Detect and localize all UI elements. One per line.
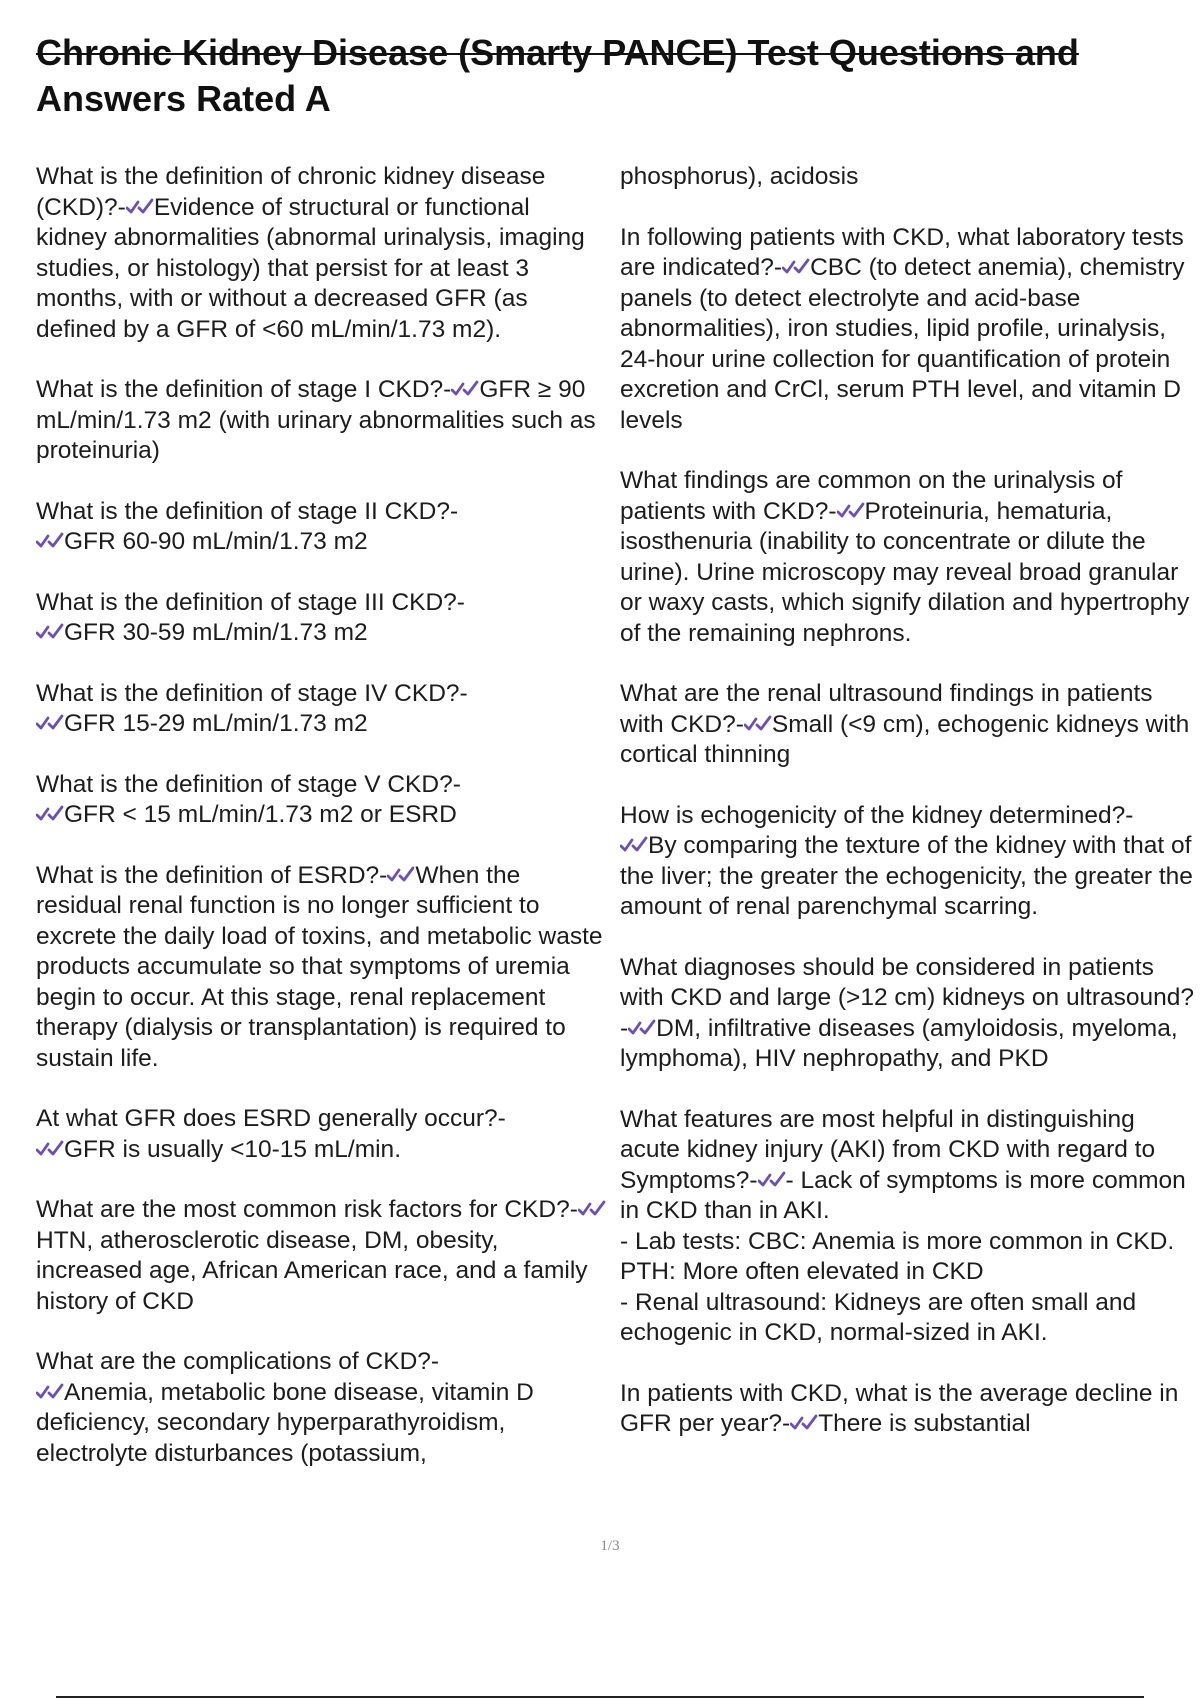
answer-text: There is substantial xyxy=(818,1410,1031,1437)
answer-text: GFR ≥ 90 mL/min/1.73 m2 (with urinary abnormalities such as proteinuria) xyxy=(36,376,596,464)
checkmark-icon xyxy=(36,803,64,825)
checkmark-icon xyxy=(36,621,64,643)
answer-text: GFR < 15 mL/min/1.73 m2 or ESRD xyxy=(64,801,457,828)
checkmark-icon xyxy=(837,500,865,522)
question-text: What are the complications of CKD?- xyxy=(36,1348,440,1375)
question-text: What is the definition of stage IV CKD?- xyxy=(36,679,468,707)
answer-text: DM, infiltrative diseases (amyloidosis, myeloma, lymphoma), HIV nephropathy, and PKD xyxy=(620,1014,1178,1072)
question-text: What are the most common risk factors for CKD?- xyxy=(36,1196,578,1223)
qa-item xyxy=(36,162,606,345)
qa-item xyxy=(36,1104,606,1165)
qa-item xyxy=(36,588,606,649)
question-text: What is the definition of chronic kidney disease (CKD)?- xyxy=(36,163,546,221)
question-text: What diagnoses should be considered in patients with CKD and large (>12 cm) kidneys on ultrasound?- xyxy=(620,953,1195,1042)
question-text: How is echogenicity of the kidney determined?- xyxy=(620,801,1134,829)
checkmark-icon xyxy=(36,1138,64,1160)
checkmark-icon xyxy=(36,1381,64,1403)
qa-item xyxy=(36,1347,606,1469)
checkmark-icon xyxy=(620,834,648,856)
title-line-2: Answers Rated A xyxy=(36,78,331,119)
answer-text: GFR is usually <10-15 mL/min. xyxy=(64,1135,401,1163)
answer-text: GFR 60-90 mL/min/1.73 m2 xyxy=(64,528,368,555)
checkmark-icon xyxy=(744,713,772,735)
question-text: What findings are common on the urinalysis of patients with CKD?- xyxy=(620,467,1123,525)
checkmark-icon xyxy=(578,1198,606,1220)
checkmark-icon xyxy=(790,1412,818,1434)
question-text: What is the definition of stage V CKD?- xyxy=(36,770,461,798)
left-column xyxy=(36,162,606,1499)
answer-text: Small (<9 cm), echogenic kidneys with cortical thinning xyxy=(620,710,1190,768)
qa-item xyxy=(36,1195,606,1317)
answer-text: Evidence of structural or functional kidney abnormalities (abnormal urinalysis, imaging studies, or histology) that persist for at least 3 months, with or without a decreased GFR (as defined by a GFR of <60 mL/min/1.73 m2). xyxy=(36,193,585,343)
checkmark-icon xyxy=(451,378,479,400)
checkmark-icon xyxy=(387,864,415,886)
question-text: What is the definition of stage III CKD?- xyxy=(36,588,465,616)
answer-text: By comparing the texture of the kidney with that of the liver; the greater the echogenicity, the greater the amount of renal parenchymal scarring. xyxy=(620,832,1193,920)
checkmark-icon xyxy=(782,256,810,278)
question-text: What features are most helpful in distinguishing acute kidney injury (AKI) from CKD with regard to Symptoms?- xyxy=(620,1105,1156,1194)
question-text: What are the renal ultrasound findings in patients with CKD?- xyxy=(620,680,1153,738)
checkmark-icon xyxy=(36,712,64,734)
right-column xyxy=(620,162,1198,1470)
qa-item xyxy=(620,1105,1198,1349)
checkmark-icon xyxy=(628,1017,656,1039)
continuation-text: phosphorus), acidosis xyxy=(620,163,859,190)
page-title xyxy=(36,30,1166,122)
question-text: What is the definition of stage I CKD?- xyxy=(36,376,452,403)
answer-text: GFR 15-29 mL/min/1.73 m2 xyxy=(64,710,368,737)
answer-text: - Lack of symptoms is more common in CKD than in AKI. xyxy=(620,1166,1186,1224)
checkmark-icon xyxy=(126,196,154,218)
title-line-1: Chronic Kidney Disease (Smarty PANCE) Test Questions and xyxy=(36,32,1079,73)
qa-item xyxy=(36,861,606,1075)
qa-item xyxy=(620,1379,1198,1440)
page-number: 1/3 xyxy=(600,1538,620,1554)
question-text: At what GFR does ESRD generally occur?- xyxy=(36,1105,506,1132)
answer-text: GFR 30-59 mL/min/1.73 m2 xyxy=(64,619,368,646)
answer-text: When the residual renal function is no longer sufficient to excrete the daily load of toxins, and metabolic waste products accumulate so that symptoms of uremia begin to occur. At this stage, renal replacement therapy (dialysis or transplantation) is required to sustain life. xyxy=(36,861,603,1072)
answer-text: Proteinuria, hematuria, isosthenuria (inability to concentrate or dilute the urine). Urine microscopy may reveal broad granular or waxy casts, which signify dilation and hypertrophy of the remaining nephrons. xyxy=(620,497,1190,647)
qa-item xyxy=(36,679,606,740)
bottom-divider xyxy=(56,1696,1144,1698)
qa-item xyxy=(36,770,606,831)
question-text: In following patients with CKD, what laboratory tests are indicated?- xyxy=(620,223,1184,281)
qa-item xyxy=(620,466,1198,649)
checkmark-icon xyxy=(758,1169,786,1191)
qa-item xyxy=(620,953,1198,1075)
answer-line: - Renal ultrasound: Kidneys are often small and echogenic in CKD, normal-sized in AKI. xyxy=(620,1288,1137,1346)
answer-text: CBC (to detect anemia), chemistry panels (to detect electrolyte and acid-base abnormalities), iron studies, lipid profile, urinalysis, 24-hour urine collection for quantification of protein excretion and CrCl, serum PTH level, and vitamin D levels xyxy=(620,254,1185,434)
question-text: What is the definition of stage II CKD?- xyxy=(36,497,459,525)
qa-item xyxy=(620,679,1198,771)
checkmark-icon xyxy=(36,530,64,552)
question-text: In patients with CKD, what is the average decline in GFR per year?- xyxy=(620,1379,1179,1437)
answer-text: Anemia, metabolic bone disease, vitamin D deficiency, secondary hyperparathyroidism, electrolyte disturbances (potassium, xyxy=(36,1378,534,1467)
qa-item xyxy=(36,375,606,467)
qa-item xyxy=(620,223,1198,437)
answer-line: - Lab tests: CBC: Anemia is more common in CKD. PTH: More often elevated in CKD xyxy=(620,1227,1175,1285)
answer-text: HTN, atherosclerotic disease, DM, obesity, increased age, African American race, and a family history of CKD xyxy=(36,1226,588,1315)
question-text: What is the definition of ESRD?- xyxy=(36,861,388,889)
qa-item xyxy=(36,497,606,558)
qa-item xyxy=(620,801,1198,923)
